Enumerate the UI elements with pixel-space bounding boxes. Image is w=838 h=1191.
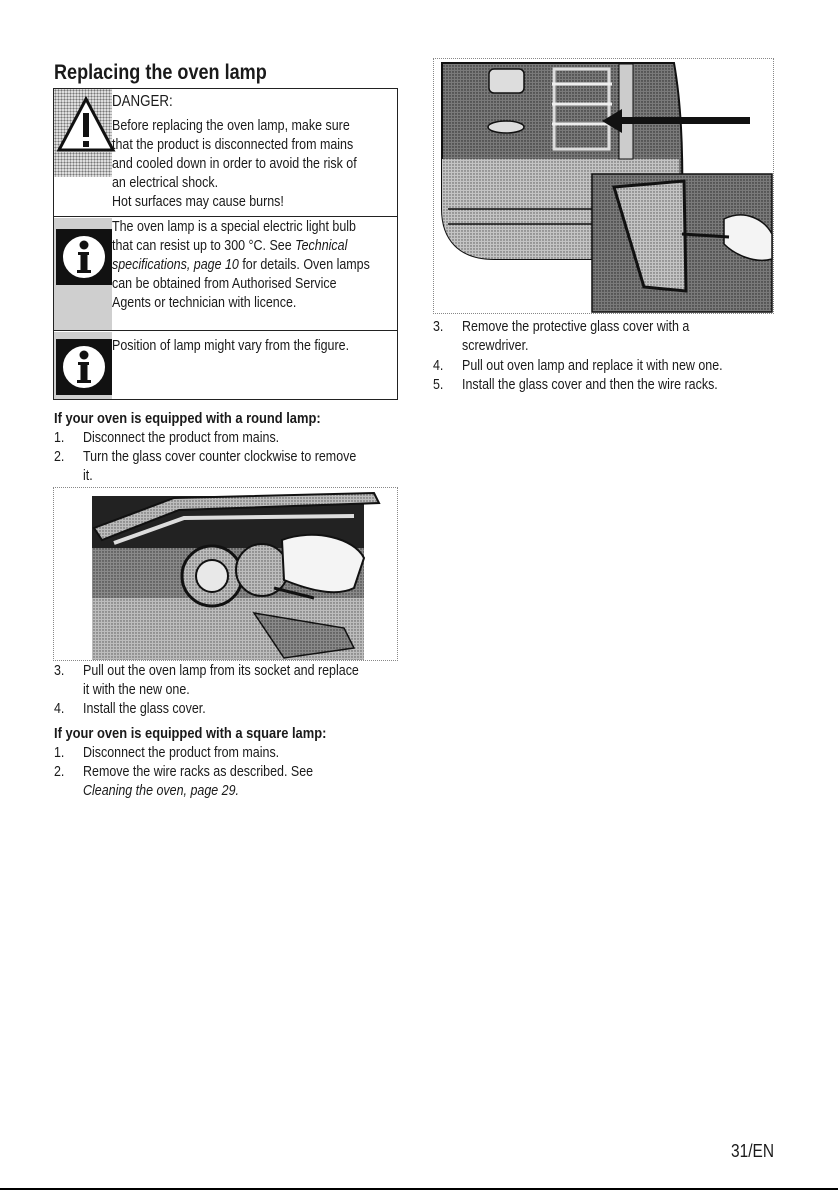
danger-line-1: Before replacing the oven lamp, make sure <box>112 118 350 134</box>
info2-text: Position of lamp might vary from the figure. <box>112 338 350 354</box>
square-step-4-number: 4. <box>433 358 444 374</box>
notice-divider <box>54 330 397 331</box>
square-step-5: Install the glass cover and then the wire racks. <box>462 377 718 393</box>
specifications-link[interactable]: specifications, page 10 <box>112 257 239 273</box>
warning-triangle-icon <box>56 95 116 155</box>
square-lamp-illustration <box>434 59 774 314</box>
danger-line-3: and cooled down in order to avoid the risk of <box>112 156 357 172</box>
square-step-4: Pull out oven lamp and replace it with new one. <box>462 358 723 374</box>
round-step-3-number: 3. <box>54 663 65 679</box>
square-lamp-heading: If your oven is equipped with a square lamp: <box>54 725 327 742</box>
danger-title: DANGER: <box>112 93 173 110</box>
round-step-4-number: 4. <box>54 701 65 717</box>
info-icon <box>56 229 112 285</box>
notice-box <box>53 88 398 400</box>
round-step-2-line-2: it. <box>83 468 93 484</box>
info1-line-4: can be obtained from Authorised Service <box>112 276 337 292</box>
square-step-3-line-1: Remove the protective glass cover with a <box>462 319 690 335</box>
round-step-2-line-1: Turn the glass cover counter clockwise to remove <box>83 449 357 465</box>
page-title: Replacing the oven lamp <box>54 61 267 84</box>
footer-rule <box>0 1188 838 1190</box>
notice-divider <box>54 216 397 217</box>
danger-line-4: an electrical shock. <box>112 175 219 191</box>
square-step-3-number: 3. <box>433 319 444 335</box>
square-step-5-number: 5. <box>433 377 444 393</box>
square-step-3-line-2: screwdriver. <box>462 338 529 354</box>
info1-line-3: specifications, page 10 for details. Oven lamps <box>112 257 370 273</box>
round-step-3-line-2: it with the new one. <box>83 682 190 698</box>
info1-line-1: The oven lamp is a special electric light bulb <box>112 219 356 235</box>
round-lamp-figure <box>53 487 398 661</box>
round-step-2-number: 2. <box>54 449 65 465</box>
round-step-1-number: 1. <box>54 430 65 446</box>
info1-line-5: Agents or technician with licence. <box>112 295 297 311</box>
cleaning-the-oven-link[interactable]: Cleaning the oven, page 29. <box>83 783 240 799</box>
danger-line-2: that the product is disconnected from mains <box>112 137 354 153</box>
info-icon <box>56 339 112 395</box>
page-number: 31/EN <box>731 1141 775 1161</box>
square-step-1: Disconnect the product from mains. <box>83 745 280 761</box>
round-step-3-line-1: Pull out the oven lamp from its socket and replace <box>83 663 359 679</box>
square-step-2-number: 2. <box>54 764 65 780</box>
square-step-1-number: 1. <box>54 745 65 761</box>
square-lamp-figure <box>433 58 774 314</box>
danger-line-5: Hot surfaces may cause burns! <box>112 194 284 210</box>
technical-link[interactable]: Technical <box>295 238 348 254</box>
round-lamp-illustration <box>54 488 398 661</box>
round-step-4: Install the glass cover. <box>83 701 206 717</box>
round-step-1: Disconnect the product from mains. <box>83 430 280 446</box>
info1-line-2: that can resist up to 300 °C. See Technical <box>112 238 348 254</box>
round-lamp-heading: If your oven is equipped with a round lamp: <box>54 410 321 427</box>
square-step-2-line-1: Remove the wire racks as described. See <box>83 764 314 780</box>
